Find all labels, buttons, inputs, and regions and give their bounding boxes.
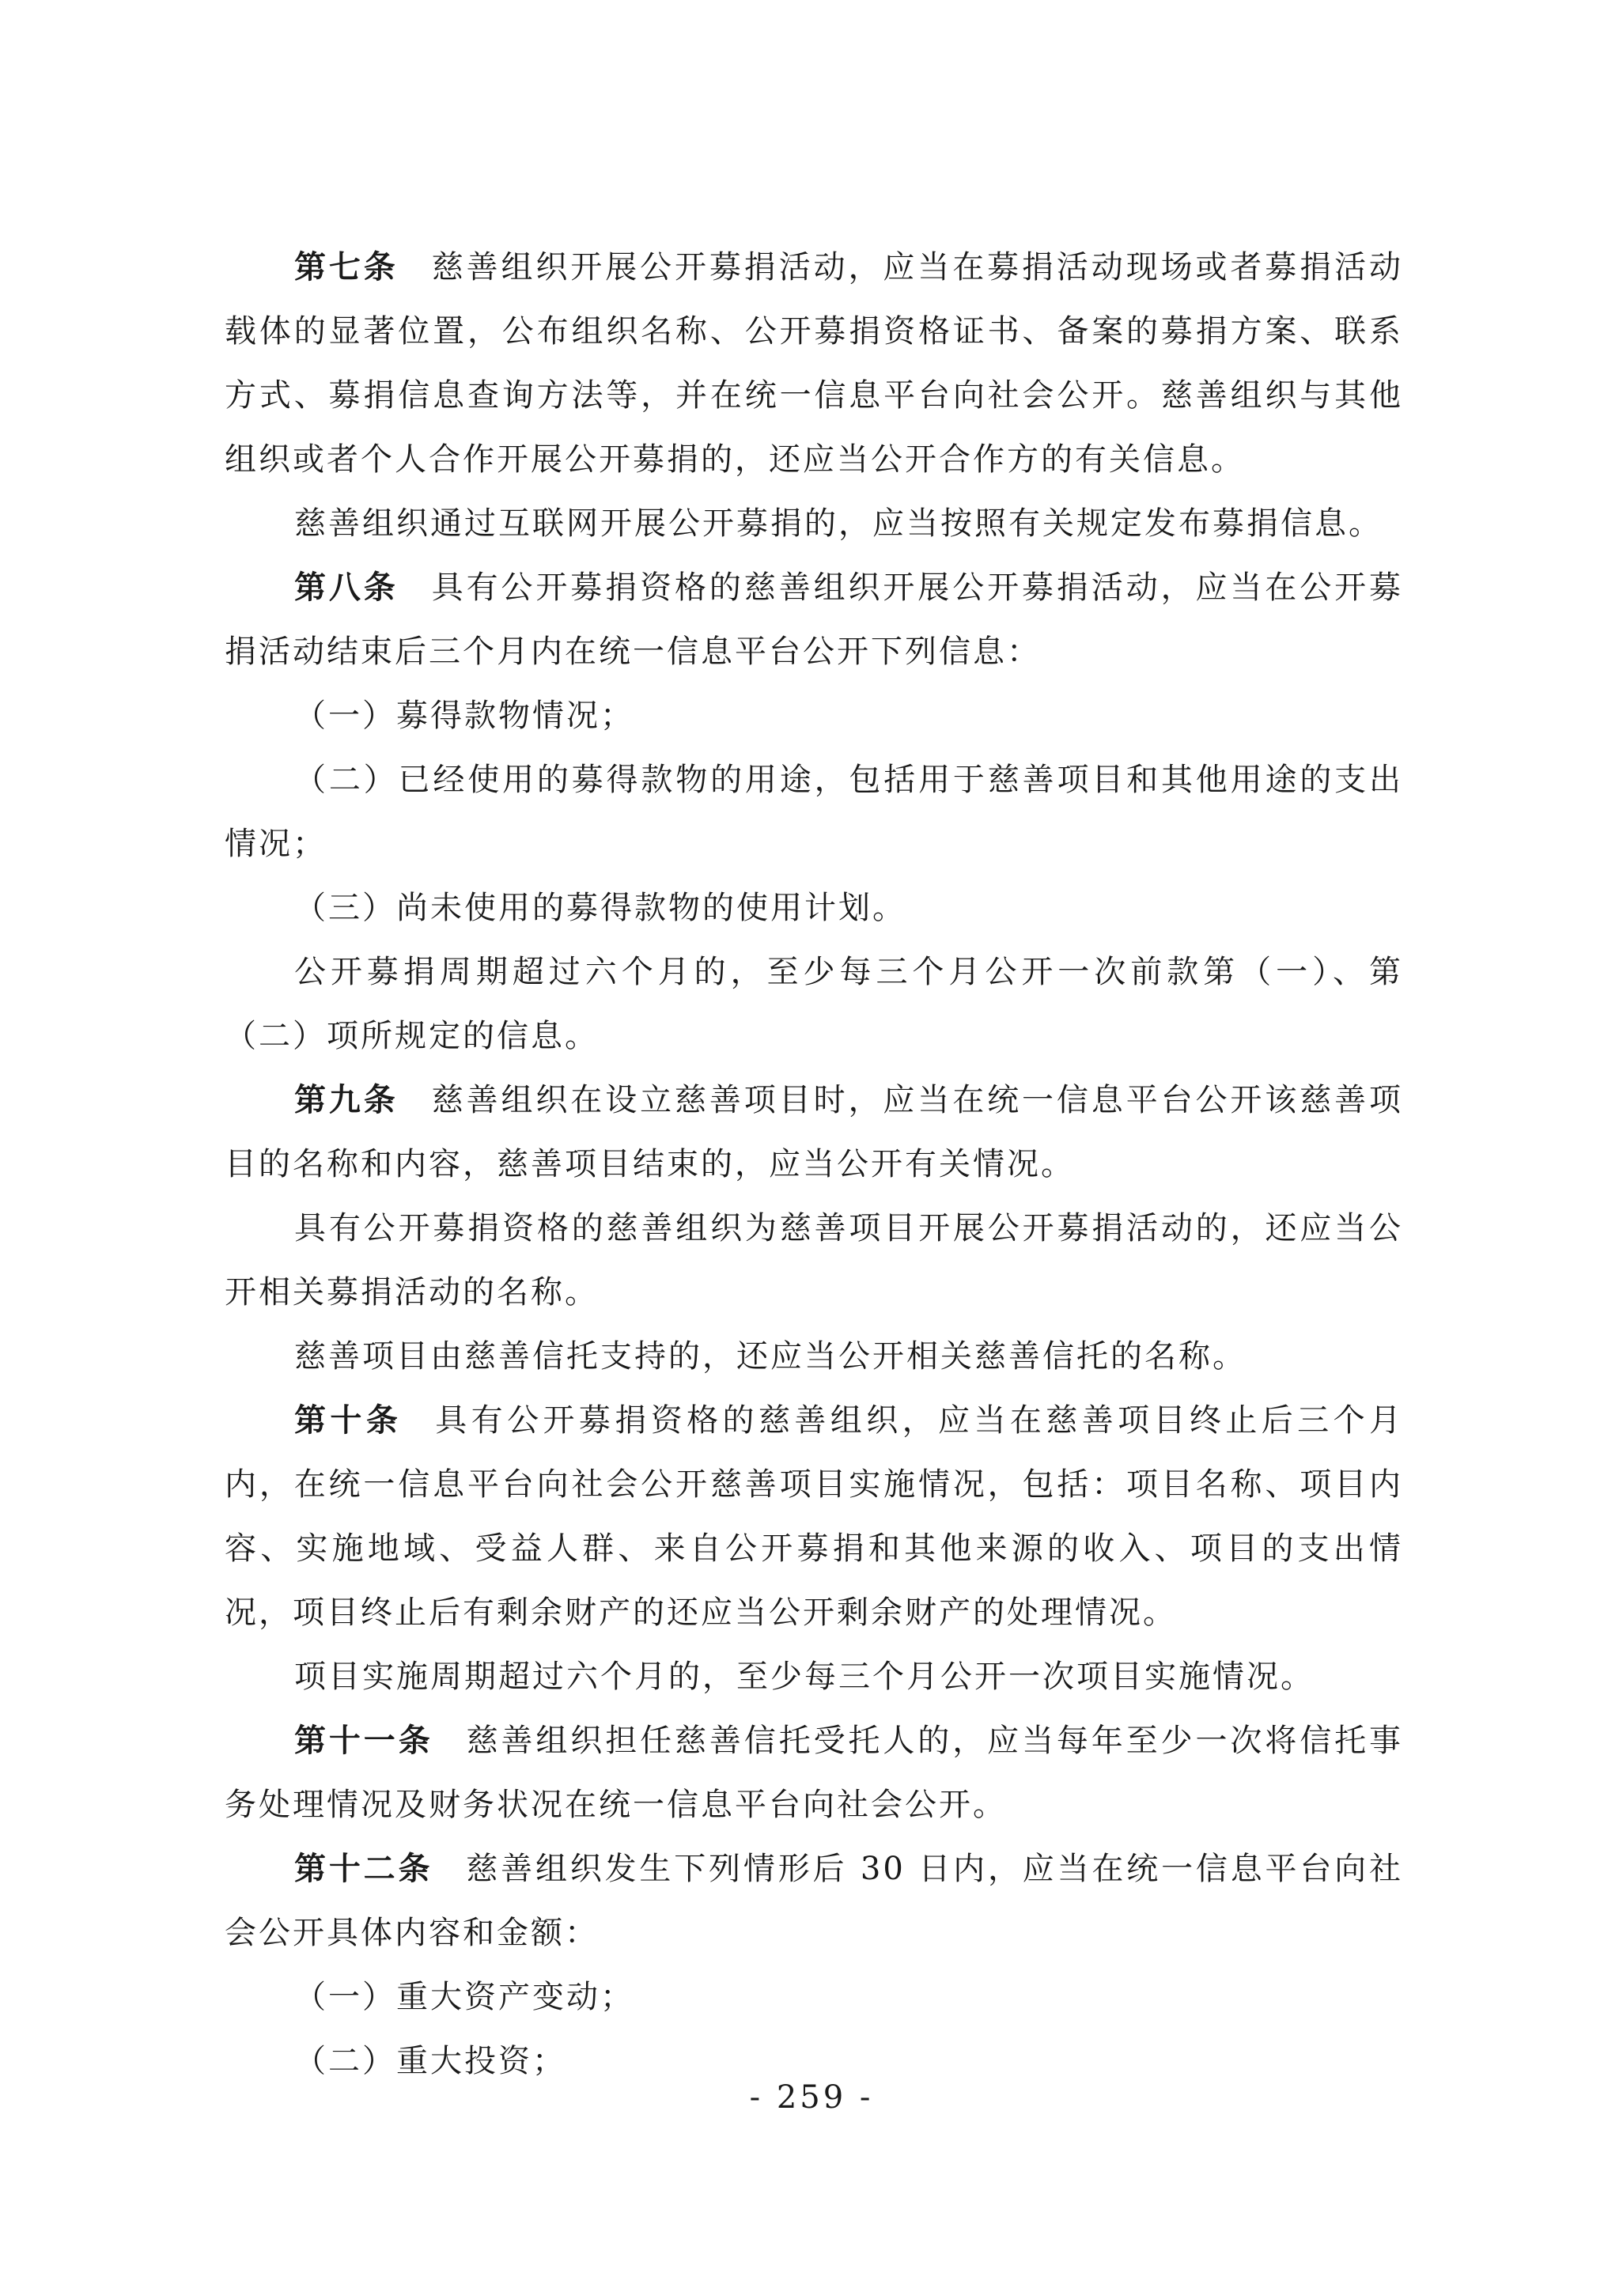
article-10-paragraph-2 [225, 1645, 1403, 1709]
article-9-paragraph-2 [225, 1197, 1403, 1325]
paragraph-text: 公开募捐周期超过六个月的，至少每三个月公开一次前款第（一）、第（二）项所规定的信息。 [225, 954, 1403, 1054]
paragraph-text: 慈善项目由慈善信托支持的，还应当公开相关慈善信托的名称。 [294, 1338, 1247, 1375]
article-8-paragraph-2 [225, 940, 1403, 1069]
list-item-text: （二）已经使用的募得款物的用途，包括用于慈善项目和其他用途的支出情况； [225, 762, 1403, 862]
article-heading: 第十条 [294, 1402, 403, 1439]
article-8-item-3 [225, 876, 1403, 940]
article-8-item-2 [225, 748, 1403, 876]
article-heading: 第十一条 [294, 1723, 433, 1759]
document-body [225, 236, 1403, 2094]
article-heading: 第九条 [294, 1082, 399, 1118]
paragraph-text: 具有公开募捐资格的慈善组织为慈善项目开展公开募捐活动的，还应当公开相关募捐活动的名称。 [225, 1210, 1403, 1311]
article-8-item-1 [225, 684, 1403, 748]
article-heading: 第十二条 [294, 1851, 433, 1887]
article-10-paragraph [225, 1389, 1403, 1645]
paragraph-text: 具有公开募捐资格的慈善组织开展公开募捐活动，应当在公开募捐活动结束后三个月内在统一信息平台公开下列信息： [225, 569, 1404, 670]
paragraph-text: 慈善组织担任慈善信托受托人的，应当每年至少一次将信托事务处理情况及财务状况在统一信息平台向社会公开。 [225, 1723, 1404, 1823]
paragraph-text: 慈善组织开展公开募捐活动，应当在募捐活动现场或者募捐活动载体的显著位置，公布组织名称、公开募捐资格证书、备案的募捐方案、联系方式、募捐信息查询方法等，并在统一信息平台向社会公开。慈善组织与其他组织或者个人合作开展公开募捐的，还应当公开合作方的有关信息。 [225, 249, 1404, 478]
article-12-paragraph [225, 1837, 1403, 1965]
paragraph-text: 慈善组织通过互联网开展公开募捐的，应当按照有关规定发布募捐信息。 [294, 505, 1383, 542]
article-9-paragraph-3 [225, 1325, 1403, 1389]
list-item-text: （一）募得款物情况； [294, 698, 634, 734]
list-item-text: （三）尚未使用的募得款物的使用计划。 [294, 890, 906, 926]
paragraph-text: 项目实施周期超过六个月的，至少每三个月公开一次项目实施情况。 [294, 1659, 1315, 1695]
article-11-paragraph [225, 1709, 1403, 1837]
article-7-paragraph [225, 236, 1403, 492]
article-9-paragraph [225, 1069, 1403, 1197]
article-12-item-1 [225, 1965, 1403, 2029]
article-8-paragraph [225, 556, 1403, 684]
list-item-text: （一）重大资产变动； [294, 1979, 634, 2015]
paragraph-text: 慈善组织在设立慈善项目时，应当在统一信息平台公开该慈善项目的名称和内容，慈善项目结束的，应当公开有关情况。 [225, 1082, 1404, 1182]
paragraph-text: 慈善组织发生下列情形后 30 日内，应当在统一信息平台向社会公开具体内容和金额： [225, 1851, 1404, 1951]
article-heading: 第八条 [294, 569, 399, 606]
article-7-paragraph-2 [225, 492, 1403, 556]
paragraph-text: 具有公开募捐资格的慈善组织，应当在慈善项目终止后三个月内，在统一信息平台向社会公开慈善项目实施情况，包括：项目名称、项目内容、实施地域、受益人群、来自公开募捐和其他来源的收入、项目的支出情况，项目终止后有剩余财产的还应当公开剩余财产的处理情况。 [225, 1402, 1404, 1631]
page-number: - 259 - [749, 2079, 874, 2116]
article-heading: 第七条 [294, 249, 399, 286]
list-item-text: （二）重大投资； [294, 2043, 566, 2079]
